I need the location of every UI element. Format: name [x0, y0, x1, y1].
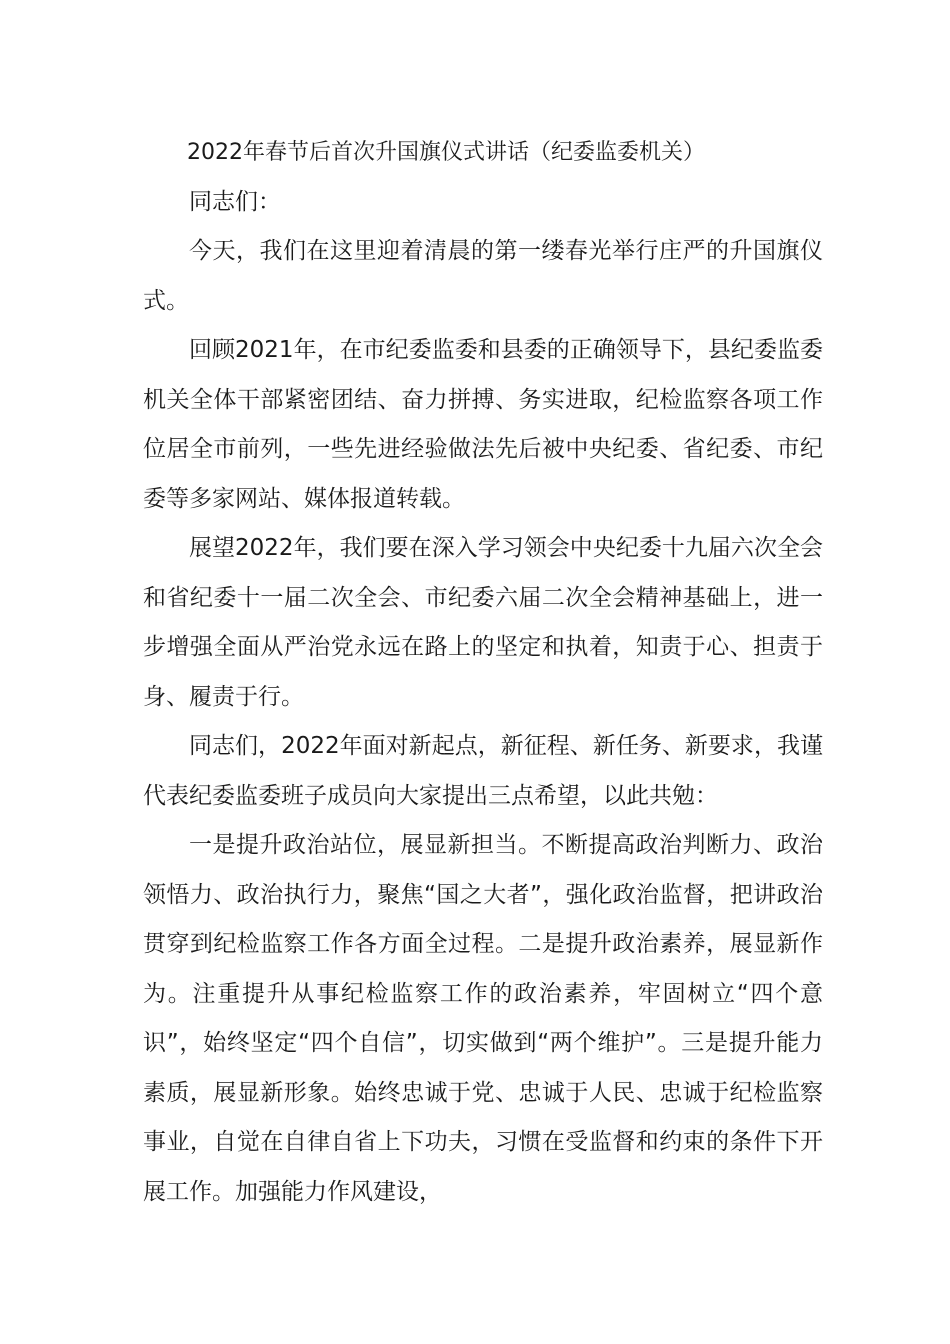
paragraph-opening: 今天，我们在这里迎着清晨的第一缕春光举行庄严的升国旗仪式。	[143, 238, 823, 314]
document-body	[143, 128, 823, 1217]
paragraph-outlook-2022: 展望2022年，我们要在深入学习领会中央纪委十九届六次全会和省纪委十一届二次全会、市纪委六届二次全会精神基础上，进一步增强全面从严治党永远在路上的坚定和执着，知责于心、担责于身、履责于行。	[143, 535, 823, 710]
salutation: 同志们：	[189, 188, 281, 215]
paragraph-three-hopes: 一是提升政治站位，展显新担当。不断提高政治判断力、政治领悟力、政治执行力，聚焦“国之大者”，强化政治监督，把讲政治贯穿到纪检监察工作各方面全过程。二是提升政治素养，展显新作为。注重提升从事纪检监察工作的政治素养，牢固树立“四个意识”，始终坚定“四个自信”，切实做到“两个维护”。三是提升能力素质，展显新形象。始终忠诚于党、忠诚于人民、忠诚于纪检监察事业，自觉在自律自省上下功夫，习惯在受监督和约束的条件下开展工作。加强能力作风建设，	[143, 832, 823, 1205]
paragraph-hopes-intro: 同志们，2022年面对新起点，新征程、新任务、新要求，我谨代表纪委监委班子成员向大家提出三点希望，以此共勉：	[143, 733, 823, 809]
paragraph-review-2021: 回顾2021年，在市纪委监委和县委的正确领导下，县纪委监委机关全体干部紧密团结、奋力拼搏、务实进取，纪检监察各项工作位居全市前列，一些先进经验做法先后被中央纪委、省纪委、市纪委等多家网站、媒体报道转载。	[143, 337, 823, 512]
document-title: 2022年春节后首次升国旗仪式讲话（纪委监委机关）	[187, 140, 705, 165]
